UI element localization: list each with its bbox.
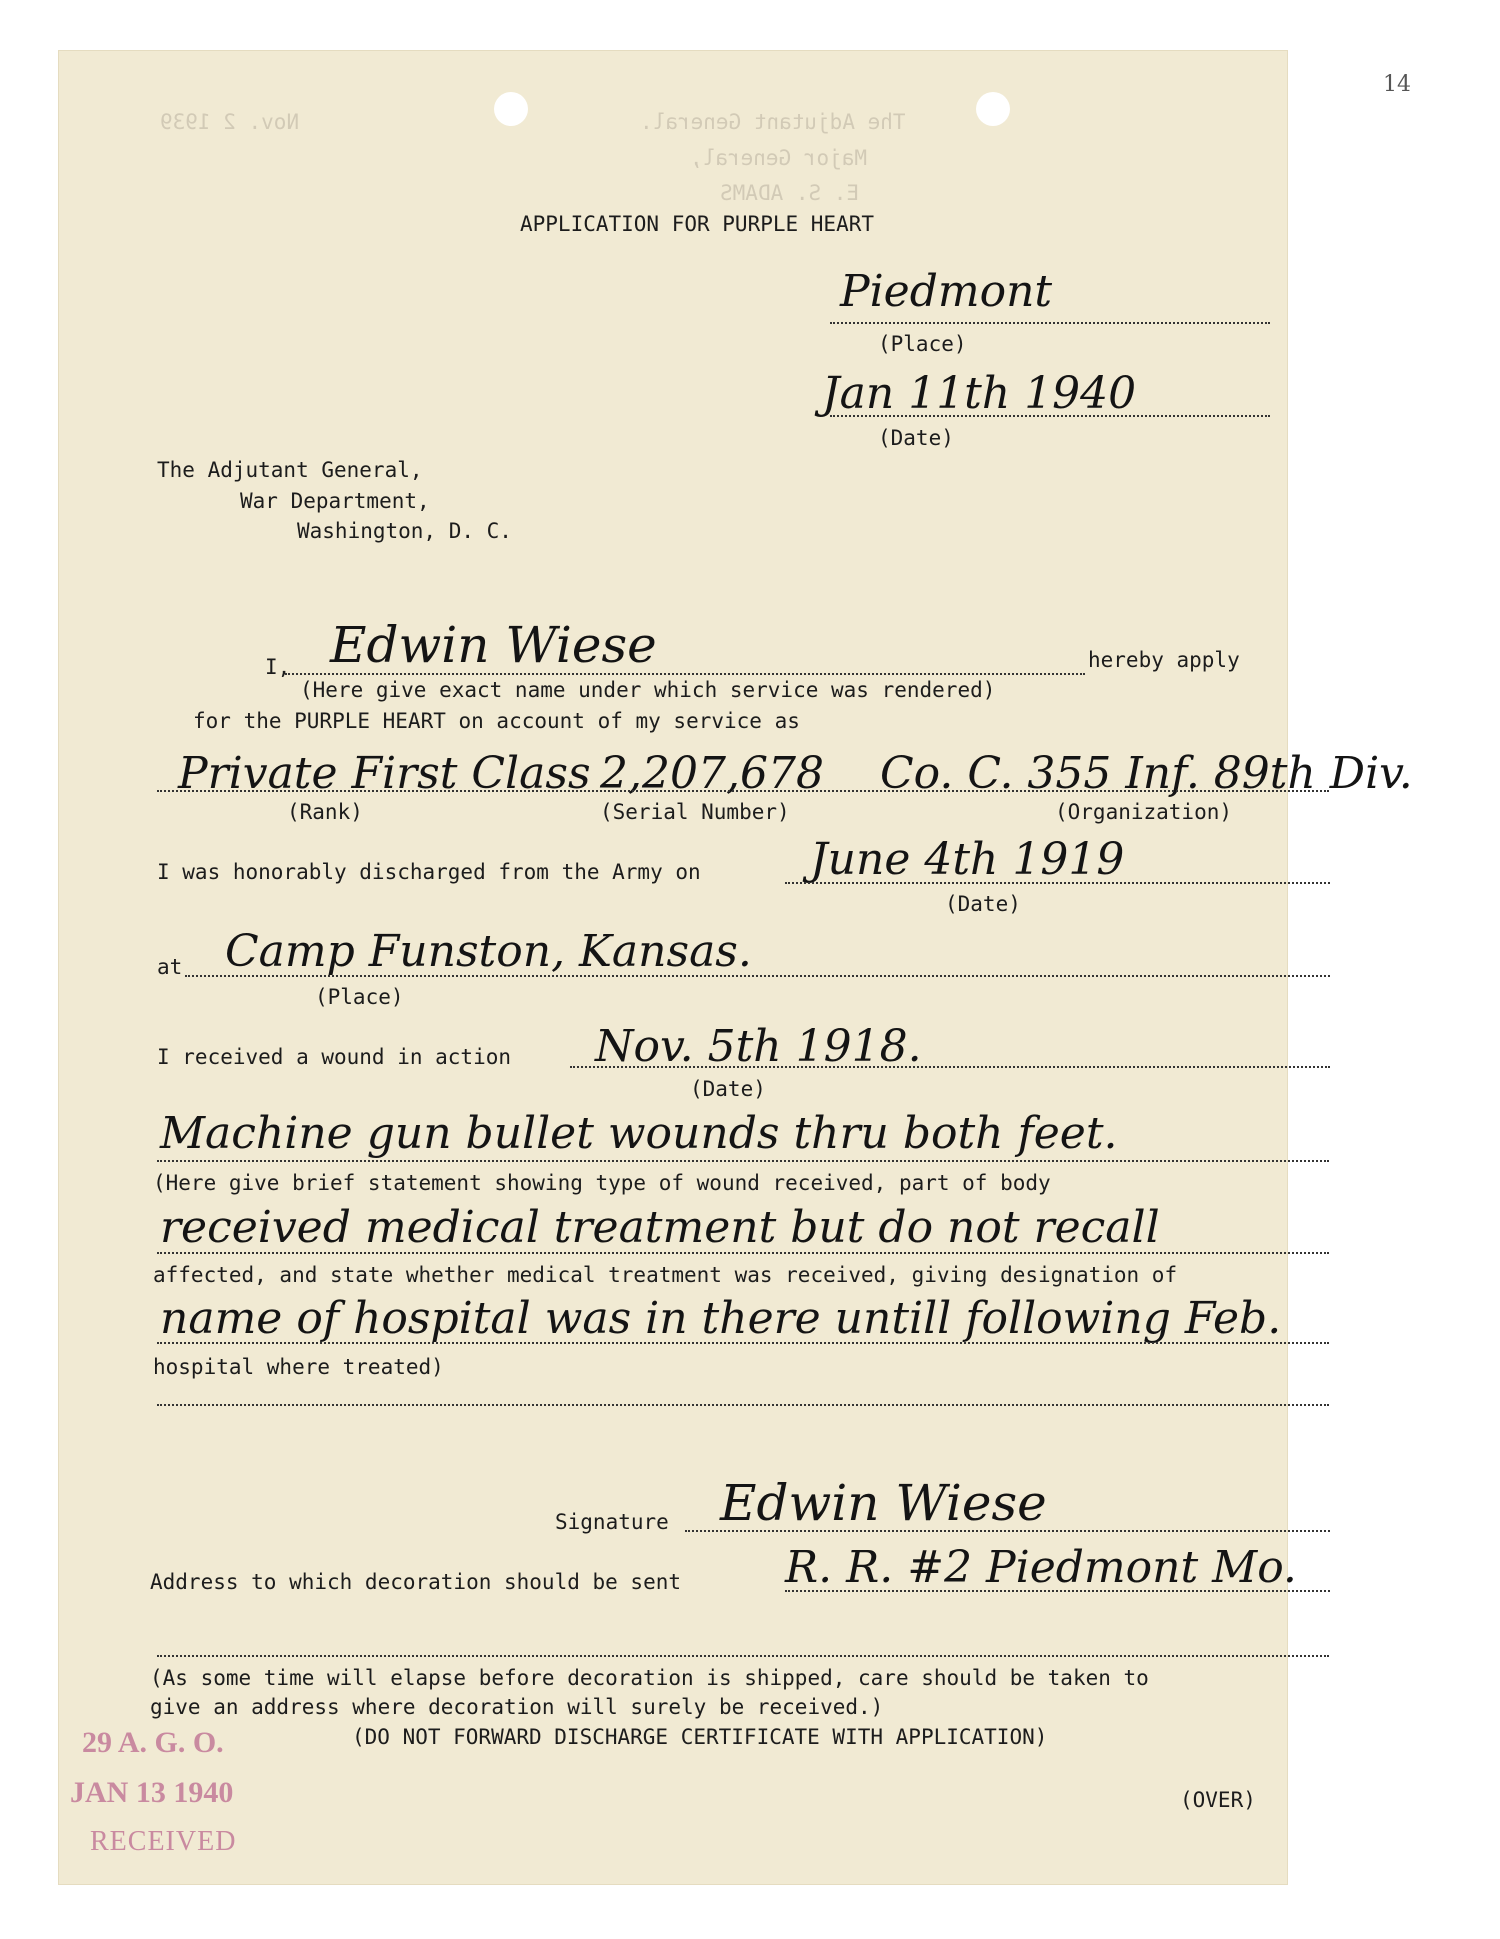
signature-label: Signature: [555, 1510, 669, 1534]
bleedthrough-text: Major General,: [690, 146, 868, 170]
addressee-line-3: Washington, D. C.: [297, 519, 512, 543]
punch-hole-left: [494, 92, 528, 126]
wound-desc-line-1: [157, 1160, 1329, 1162]
discharge-line: I was honorably discharged from the Army on: [157, 860, 701, 884]
received-stamp-label: RECEIVED: [90, 1826, 237, 1857]
received-stamp-office: 29 A. G. O.: [82, 1726, 224, 1759]
note-line-3: (DO NOT FORWARD DISCHARGE CERTIFICATE WITH APPLICATION): [352, 1725, 1048, 1749]
address-line-2: [157, 1655, 1329, 1657]
wound-instruction-1: (Here give brief statement showing type of wound received, part of body: [153, 1171, 1051, 1195]
handwritten-wound-desc-1: Machine gun bullet wounds thru both feet.: [160, 1108, 1118, 1159]
bleedthrough-text: Nov. 2 1939: [160, 110, 300, 134]
discharge-place-label: (Place): [315, 985, 404, 1009]
serial-label: (Serial Number): [600, 800, 790, 824]
place-line: [830, 322, 1270, 324]
handwritten-address: R. R. #2 Piedmont Mo.: [785, 1542, 1297, 1593]
service-line-dots: [157, 790, 1329, 792]
hereby-apply-text: hereby apply: [1088, 648, 1240, 672]
discharge-date-label: (Date): [945, 892, 1021, 916]
signature-line: [685, 1530, 1330, 1532]
handwritten-wound-desc-2: received medical treatment but do not recall: [160, 1202, 1160, 1253]
handwritten-rank: Private First Class: [178, 748, 591, 799]
service-line: for the PURPLE HEART on account of my service as: [193, 709, 800, 733]
bleedthrough-text: The Adjutant General.: [640, 110, 906, 134]
at-label: at: [157, 955, 183, 979]
discharge-date-line: [785, 882, 1330, 884]
handwritten-serial: 2,207,678: [600, 748, 824, 799]
handwritten-date: Jan 11th 1940: [822, 368, 1137, 419]
discharge-place-line: [185, 975, 1330, 977]
wound-instruction-3: hospital where treated): [153, 1355, 444, 1379]
received-stamp-date: JAN 13 1940: [70, 1776, 234, 1809]
note-line-2: give an address where decoration will surely be received.): [150, 1695, 884, 1719]
wound-desc-line-4: [157, 1404, 1329, 1406]
date-line: [830, 415, 1270, 417]
addressee-line-1: The Adjutant General,: [157, 458, 423, 482]
note-line-1: (As some time will elapse before decoration is shipped, care should be taken to: [150, 1666, 1149, 1690]
handwritten-discharge-place: Camp Funston, Kansas.: [225, 926, 752, 977]
form-title: APPLICATION FOR PURPLE HEART: [520, 212, 875, 236]
name-line: [285, 673, 1085, 675]
organization-label: (Organization): [1055, 800, 1233, 824]
wound-instruction-2: affected, and state whether medical treatment was received, giving designation of: [153, 1263, 1178, 1287]
punch-hole-right: [976, 92, 1010, 126]
handwritten-organization: Co. C. 355 Inf. 89th Div.: [880, 748, 1413, 799]
address-line-1: [785, 1590, 1330, 1592]
name-instruction: (Here give exact name under which service was rendered): [300, 678, 996, 702]
address-label: Address to which decoration should be sent: [150, 1570, 682, 1594]
i-label: I,: [265, 655, 291, 679]
page-number: 14: [1383, 72, 1411, 97]
handwritten-discharge-date: June 4th 1919: [810, 834, 1125, 885]
wound-date-line: [570, 1066, 1330, 1068]
bleedthrough-text: E. S. ADAMS: [720, 181, 860, 205]
wound-desc-line-2: [157, 1252, 1329, 1254]
addressee-line-2: War Department,: [240, 489, 430, 513]
wound-date-label: (Date): [690, 1077, 766, 1101]
wound-desc-line-3: [157, 1342, 1329, 1344]
handwritten-signature: Edwin Wiese: [720, 1474, 1047, 1532]
handwritten-name: Edwin Wiese: [330, 616, 657, 674]
place-label: (Place): [878, 332, 967, 356]
handwritten-place: Piedmont: [840, 266, 1053, 317]
rank-label: (Rank): [287, 800, 363, 824]
over-label: (OVER): [1180, 1788, 1256, 1812]
handwritten-wound-desc-3: name of hospital was in there untill following Feb.: [160, 1293, 1282, 1344]
date-label: (Date): [878, 426, 954, 450]
handwritten-wound-date: Nov. 5th 1918.: [595, 1021, 922, 1072]
wound-line: I received a wound in action: [157, 1045, 512, 1069]
